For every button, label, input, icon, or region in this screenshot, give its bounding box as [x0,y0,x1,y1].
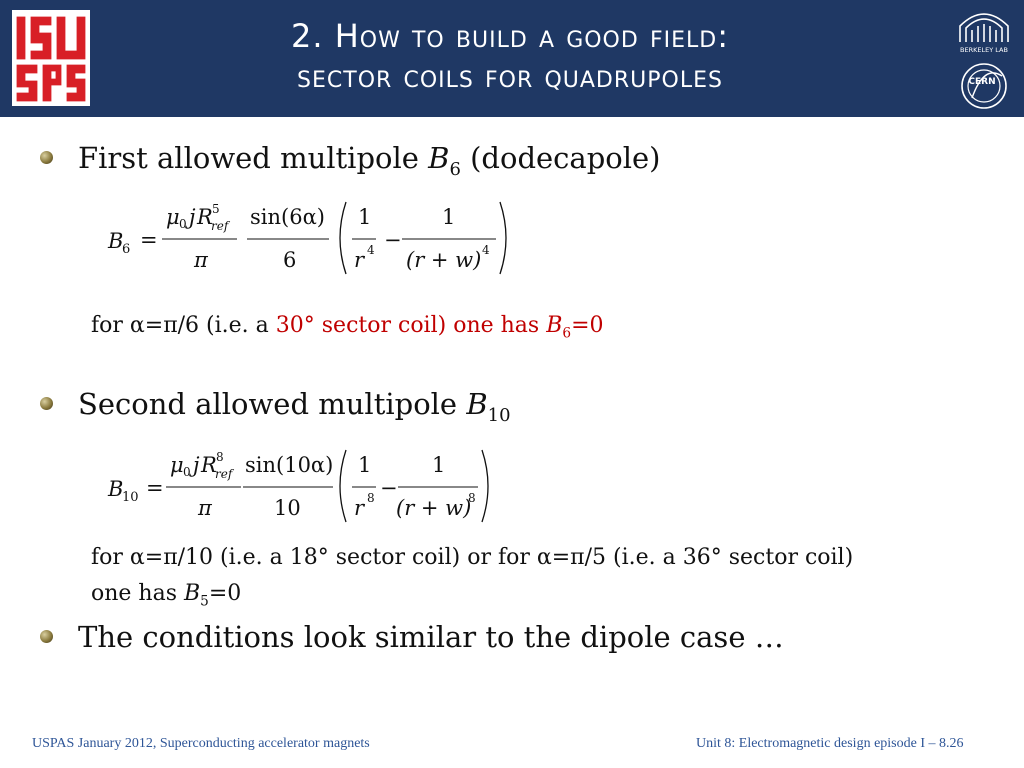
svg-text:−: − [384,228,402,252]
svg-text:0: 0 [179,217,187,231]
partner-logos [952,4,1016,114]
svg-text:8: 8 [468,491,476,505]
slide-header [0,0,1024,117]
svg-text:j: j [189,205,196,229]
svg-text:sin(10α): sin(10α) [245,453,334,477]
svg-text:π: π [194,248,208,272]
bullet-icon [40,151,53,164]
svg-text:j: j [193,453,200,477]
note-b10-condition [91,540,853,619]
note-b6-condition: for α=π/6 (i.e. a 30° sector coil) one has $B_6=0$ [91,313,604,342]
berkeley-lab-logo [952,4,1016,114]
svg-text:r: r [354,496,365,520]
berkeley-lab-text: BERKELEY LAB [960,46,1008,54]
svg-text:1: 1 [432,453,446,477]
svg-text:B: B [108,229,124,253]
svg-text:μ: μ [166,205,180,229]
cern-text: CERN [968,77,996,87]
svg-text:0: 0 [183,465,191,479]
svg-text:10: 10 [274,496,301,520]
svg-text:R: R [201,453,217,477]
svg-text:π: π [198,496,212,520]
svg-text:4: 4 [367,243,375,257]
svg-text:=: = [140,228,158,252]
note-line-2: one has $B_5=0$ [91,581,242,610]
svg-text:μ: μ [170,453,184,477]
svg-text:8: 8 [367,491,375,505]
svg-text:ref: ref [215,467,233,481]
footer-slide-number: Unit 8: Electromagnetic design episode I – 8.26 [696,736,964,751]
footer-course-info: USPAS January 2012, Superconducting accelerator magnets [32,736,370,751]
svg-text:sin(6α): sin(6α) [250,205,325,229]
svg-text:−: − [380,476,398,500]
bullet-text: First allowed multipole $B_6$ (dodecapole) [78,141,661,180]
equation-b6 [100,196,520,280]
svg-text:6: 6 [122,242,131,257]
svg-text:R: R [197,205,213,229]
bullet-text: Second allowed multipole $B_{10}$ [78,387,511,426]
slide-title [130,16,890,96]
svg-text:8: 8 [216,450,224,464]
svg-text:6: 6 [283,248,297,272]
svg-text:5: 5 [212,202,220,216]
svg-text:1: 1 [358,205,372,229]
note-line-1: for α=π/10 (i.e. a 18° sector coil) or for α=π/5 (i.e. a 36° sector coil) [91,545,854,570]
uspas-logo-graphic [12,10,90,106]
svg-text:1: 1 [358,453,372,477]
svg-text:(r + w): (r + w) [396,496,472,520]
svg-text:r: r [354,248,365,272]
svg-text:=: = [146,476,164,500]
svg-text:1: 1 [442,205,456,229]
svg-text:ref: ref [211,219,229,233]
bullet-icon [40,397,53,410]
svg-text:4: 4 [482,243,490,257]
bullet-icon [40,630,53,643]
equation-b10 [100,444,520,528]
cern-logo [962,64,1006,108]
title-line-2: sector coils for quadrupoles [297,57,723,95]
svg-text:B: B [108,477,124,501]
bullet-text: The conditions look similar to the dipole case … [78,620,784,654]
svg-text:(r + w): (r + w) [406,248,482,272]
uspas-logo [12,10,90,106]
svg-text:10: 10 [122,490,139,505]
title-line-1: 2. How to build a good field: [290,17,730,55]
